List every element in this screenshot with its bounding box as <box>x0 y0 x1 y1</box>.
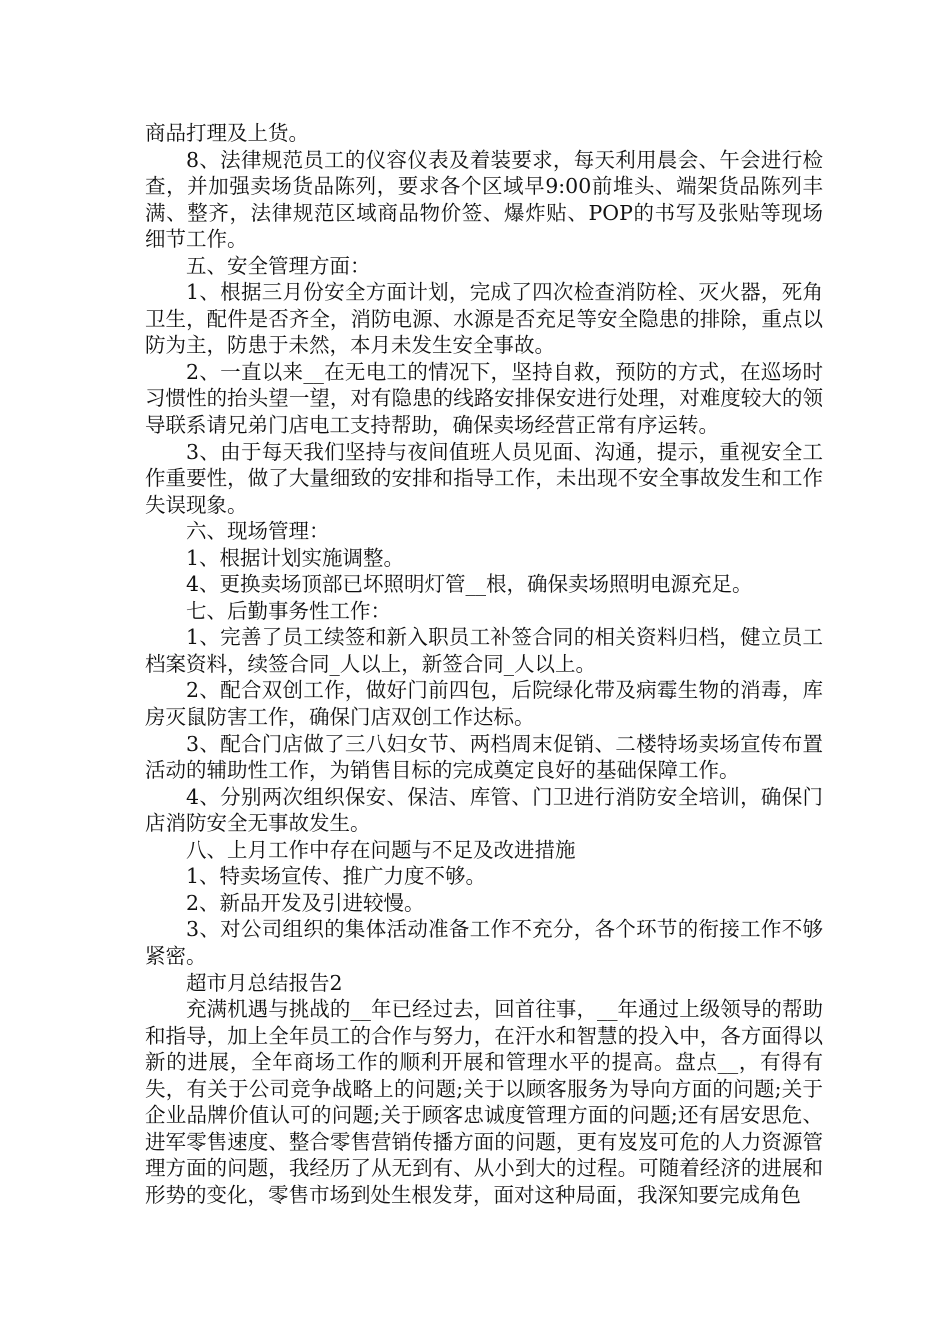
report-2-title: 超市月总结报告2 <box>186 970 343 995</box>
paragraph-10: 1、完善了员工续签和新入职员工补签合同的相关资料归档，健立员工档案资料，续签合同_人以上，新签合同_人以上。 <box>145 625 823 676</box>
paragraph-5: 3、由于每天我们坚持与夜间值班人员见面、沟通，提示，重视安全工作重要性，做了大量细致的安排和指导工作，未出现不安全事故发生和工作失误现象。 <box>145 439 823 517</box>
paragraph-3: 1、根据三月份安全方面计划，完成了四次检查消防栓、灭火器，死角卫生，配件是否齐全，消防电源、水源是否充足等安全隐患的排除，重点以防为主，防患于未然，本月未发生安全事故。 <box>145 280 823 358</box>
section-heading-logistics: 七、后勤事务性工作： <box>186 598 391 623</box>
paragraph-8: 4、更换卖场顶部已坏照明灯管__根，确保卖场照明电源充足。 <box>186 572 753 597</box>
paragraph-7: 1、根据计划实施调整。 <box>186 545 405 570</box>
paragraph-4: 2、一直以来__在无电工的情况下，坚持自救，预防的方式，在巡场时习惯性的抬头望一望，对有隐患的线路安排保安进行处理，对难度较大的领导联系请兄弟门店电工支持帮助，确保卖场经营正常有序运转。 <box>145 359 823 438</box>
paragraph-19: 充满机遇与挑战的__年已经过去，回首往事，__年通过上级领导的帮助和指导，加上全年员工的合作与努力，在汗水和智慧的投入中，各方面得以新的进展，全年商场工作的顺利开展和管理水平的提高。盘点__，有得有失，有关于公司竞争战略上的问题;关于以顾客服务为导向方面的问题;关于企业品牌价值认可的问题;关于顾客忠诚度管理方面的问题;还有居安思危、进军零售速度、整合零售营销传播方面的问题，更有岌岌可危的人力资源管理方面的问题，我经历了从无到有、从小到大的过程。可随着经济的进展和形势的变化，零售市场到处生根发芽，面对这种局面，我深知要完成角色 <box>145 997 823 1207</box>
paragraph-15: 1、特卖场宣传、推广力度不够。 <box>186 864 487 889</box>
section-heading-issues: 八、上月工作中存在问题与不足及改进措施 <box>186 837 576 862</box>
paragraph-12: 3、配合门店做了三八妇女节、两档周末促销、二楼特场卖场宣传布置活动的辅助性工作，为销售目标的完成奠定良好的基础保障工作。 <box>145 731 823 783</box>
document-page <box>145 120 823 1208</box>
paragraph-16: 2、新品开发及引进较慢。 <box>186 890 425 915</box>
paragraph-11: 2、配合双创工作，做好门前四包，后院绿化带及病霉生物的消毒，库房灭鼠防害工作，确保门店双创工作达标。 <box>145 678 823 730</box>
paragraph-0: 商品打理及上货。 <box>145 121 309 145</box>
paragraph-13: 4、分别两次组织保安、保洁、库管、门卫进行消防安全培训，确保门店消防安全无事故发生。 <box>145 784 823 836</box>
section-heading-onsite: 六、现场管理： <box>186 519 330 544</box>
section-heading-safety: 五、安全管理方面： <box>186 253 371 278</box>
paragraph-17: 3、对公司组织的集体活动准备工作不充分，各个环节的衔接工作不够紧密。 <box>145 917 823 968</box>
paragraph-1: 8、法律规范员工的仪容仪表及着装要求，每天利用晨会、午会进行检查，并加强卖场货品陈列，要求各个区域早9:00前堆头、端架货品陈列丰满、整齐，法律规范区域商品物价签、爆炸贴、POP的书写及张贴等现场细节工作。 <box>145 147 823 252</box>
